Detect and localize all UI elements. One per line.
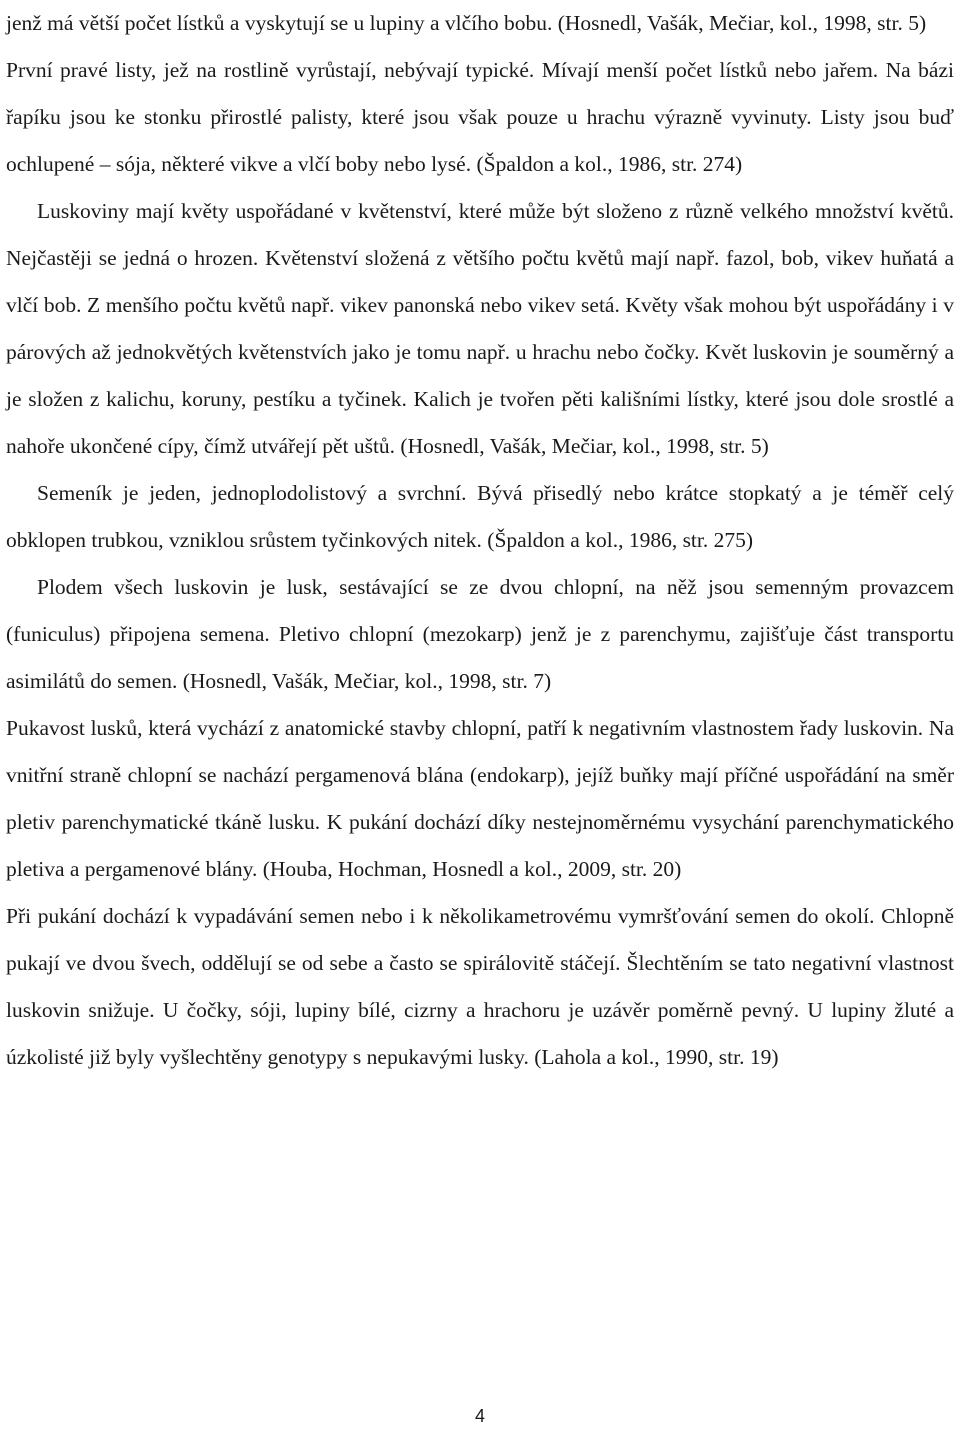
paragraph-pod: Plodem všech luskovin je lusk, sestávající se ze dvou chlopní, na něž jsou semenným provazcem (funiculus) připojena semena. Pletivo chlopní (mezokarp) jenž je z parenchymu, zajišťuje část transportu asimilátů do semen. (Hosnedl, Vašák, Mečiar, kol., 1998, str. 7)	[6, 575, 954, 693]
paragraph-seed-scattering: Při pukání dochází k vypadávání semen nebo i k několikametrovému vymršťování semen do okolí. Chlopně pukají ve dvou švech, oddělují se od sebe a často se spirálovitě stáčejí. Šlechtěním se tato negativní vlastnost luskovin snižuje. U čočky, sóji, lupiny bílé, cizrny a hrachoru je uzávěr poměrně pevný. U lupiny žluté a úzkolisté již byly vyšlechtěny genotypy s nepukavými lusky. (Lahola a kol., 1990, str. 19)	[6, 904, 954, 1069]
paragraph-first-leaves: První pravé listy, jež na rostlině vyrůstají, nebývají typické. Mívají menší počet lístků nebo jařem. Na bázi řapíku jsou ke stonku přirostlé palisty, které jsou však pouze u hrachu výrazně vyvinuty. Listy jsou buď ochlupené – sója, některé vikve a vlčí boby nebo lysé. (Špaldon a kol., 1986, str. 274)	[6, 58, 954, 176]
paragraph-inflorescence: Luskoviny mají květy uspořádané v květenství, které může být složeno z různě velkého množství květů. Nejčastěji se jedná o hrozen. Květenství složená z většího počtu květů mají např. fazol, bob, vikev huňatá a vlčí bob. Z menšího počtu květů např. vikev panonská nebo vikev setá. Květy však mohou být uspořádány i v párových až jednokvětých květenstvích jako je tomu např. u hrachu nebo čočky. Květ luskovin je souměrný a je složen z kalichu, koruny, pestíku a tyčinek. Kalich je tvořen pěti kališními lístky, které jsou dole srostlé a nahoře ukončené cípy, čímž utvářejí pět uštů. (Hosnedl, Vašák, Mečiar, kol., 1998, str. 5)	[6, 199, 954, 458]
paragraph-continuation: jenž má větší počet lístků a vyskytují se u lupiny a vlčího bobu. (Hosnedl, Vašák, Mečiar, kol., 1998, str. 5)	[6, 11, 927, 35]
page-body	[6, 0, 954, 1081]
paragraph-pod-dehiscence: Pukavost lusků, která vychází z anatomické stavby chlopní, patří k negativním vlastnostem řady luskovin. Na vnitřní straně chlopní se nachází pergamenová blána (endokarp), jejíž buňky mají příčné uspořádání na směr pletiv parenchymatické tkáně lusku. K pukání dochází díky nestejnoměrnému vysychání parenchymatického pletiva a pergamenové blány. (Houba, Hochman, Hosnedl a kol., 2009, str. 20)	[6, 716, 954, 881]
paragraph-ovary: Semeník je jeden, jednoplodolistový a svrchní. Bývá přisedlý nebo krátce stopkatý a je téměř celý obklopen trubkou, vzniklou srůstem tyčinkových nitek. (Špaldon a kol., 1986, str. 275)	[6, 481, 954, 552]
page-number: 4	[474, 1406, 485, 1426]
